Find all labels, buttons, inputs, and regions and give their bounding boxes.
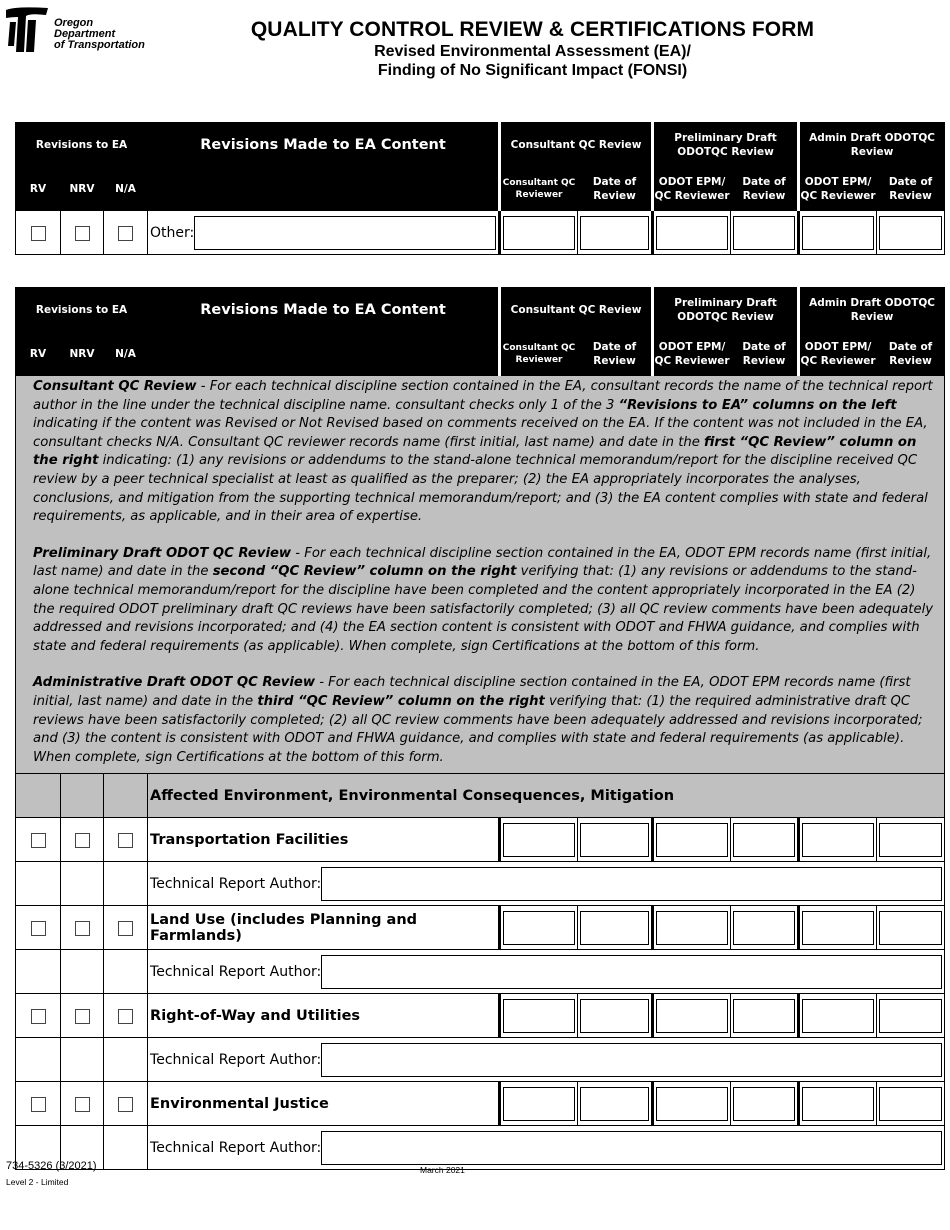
admin-date-input[interactable]: [879, 999, 942, 1033]
preliminary-reviewer-input[interactable]: [656, 216, 728, 250]
rv-header: RV: [16, 333, 61, 376]
admin-reviewer-input[interactable]: [802, 999, 874, 1033]
na-checkbox[interactable]: [118, 226, 133, 241]
author-row: [16, 1038, 945, 1082]
na-checkbox[interactable]: [118, 1097, 133, 1112]
preliminary-date-input[interactable]: [733, 911, 795, 945]
date-of-review-header: Date of Review: [578, 168, 653, 211]
nrv-header: NRV: [61, 168, 104, 211]
org-line-2: Department: [54, 28, 116, 40]
odot-logo-icon: [4, 6, 50, 54]
form-number: 734-5326 (3/2021): [6, 1160, 97, 1172]
date-of-review-header: Date of Review: [731, 168, 799, 211]
rv-cell: [16, 211, 61, 255]
form-subtitle-2: Finding of No Significant Impact (FONSI): [377, 62, 688, 79]
author-label: Technical Report Author:: [150, 1051, 322, 1068]
author-input[interactable]: [321, 955, 942, 989]
nrv-checkbox[interactable]: [75, 833, 90, 848]
odot-epm-reviewer-header: ODOT EPM/ QC Reviewer: [799, 168, 877, 211]
odot-epm-reviewer-header: ODOT EPM/ QC Reviewer: [653, 168, 731, 211]
instructions-preliminary: Preliminary Draft ODOT QC Review - For each technical discipline section contained in the EA, ODOT EPM records name (first initial, last name) and date in the second “QC Review” column on the right verifying that: (1) any revisions or addendums to the stand-alone technical memorandum/report for the discipline have been completed and the content appropriately incorporated in the EA (2) the required ODOT preliminary draft QC reviews have been satisfactorily completed; (3) all QC review comments have been adequately addressed and revisions incorporated; and (4) the EA section content is consistent with ODOT and FHWA guidance, and complies with state and federal requirements (as applicable). When complete, sign Certifications at the bottom of this form.: [33, 545, 934, 654]
org-line-3: of Transportation: [54, 39, 145, 51]
discipline-label: Right-of-Way and Utilities: [148, 994, 500, 1038]
consultant-qc-review-header: Consultant QC Review: [500, 288, 653, 333]
consultant-reviewer-input[interactable]: [503, 1087, 575, 1121]
na-checkbox[interactable]: [118, 921, 133, 936]
discipline-row: [16, 906, 945, 950]
preliminary-reviewer-input[interactable]: [656, 911, 728, 945]
other-cell: [148, 211, 500, 255]
na-checkbox[interactable]: [118, 1009, 133, 1024]
preliminary-reviewer-input[interactable]: [656, 823, 728, 857]
revisions-made-header: Revisions Made to EA Content: [148, 123, 500, 168]
odot-epm-reviewer-header: ODOT EPM/ QC Reviewer: [653, 333, 731, 376]
nrv-header: NRV: [61, 333, 104, 376]
access-level: Level 2 - Limited: [6, 1177, 69, 1187]
author-label: Technical Report Author:: [150, 875, 322, 892]
rv-checkbox[interactable]: [31, 833, 46, 848]
consultant-qc-review-header: Consultant QC Review: [500, 123, 653, 168]
instructions-consultant-lead: Consultant QC Review: [33, 379, 197, 394]
admin-reviewer-input[interactable]: [802, 823, 874, 857]
form-title: QUALITY CONTROL REVIEW & CERTIFICATIONS FORM: [250, 18, 815, 41]
revisions-table-2: [15, 287, 945, 1170]
consultant-reviewer-input[interactable]: [503, 999, 575, 1033]
other-input[interactable]: [194, 216, 496, 250]
consultant-reviewer-input[interactable]: [503, 216, 575, 250]
preliminary-draft-header: Preliminary Draft ODOTQC Review: [653, 288, 799, 333]
preliminary-reviewer-input[interactable]: [656, 1087, 728, 1121]
instructions-consultant: Consultant QC Review - For each technical discipline section contained in the EA, consultant records the name of the technical report author in the line under the technical discipline name. consultant checks only 1 of the 3 “Revisions to EA” columns on the left indicating if the content was Revised or Not Revised based on comments received on the EA. If the content was not included in the EA, consultant checks N/A. Consultant QC reviewer records name (first initial, last name) and date in the first “QC Review” column on the right indicating: (1) any revisions or addendums to the stand-alone technical memorandum/report for the discipline received QC review by a peer technical specialist at least as qualified as the preparer; (2) the EA appropriately incorporates the analyses, conclusions, and mitigation from the supporting technical memorandum/report; and (3) the EA content complies with state and federal requirements, as applicable, and in their area of expertise.: [33, 379, 933, 525]
consultant-date-input[interactable]: [580, 999, 649, 1033]
discipline-row: [16, 994, 945, 1038]
consultant-date-input[interactable]: [580, 823, 649, 857]
preliminary-date-input[interactable]: [733, 999, 795, 1033]
admin-draft-header: Admin Draft ODOTQC Review: [799, 288, 945, 333]
consultant-reviewer-input[interactable]: [503, 911, 575, 945]
discipline-label: Transportation Facilities: [148, 818, 500, 862]
revisions-table-1: [15, 122, 945, 255]
date-of-review-header: Date of Review: [731, 333, 799, 376]
consultant-date-input[interactable]: [580, 216, 649, 250]
nrv-checkbox[interactable]: [75, 1097, 90, 1112]
na-checkbox[interactable]: [118, 833, 133, 848]
consultant-reviewer-input[interactable]: [503, 823, 575, 857]
na-header: N/A: [104, 333, 148, 376]
discipline-row: [16, 1082, 945, 1126]
consultant-qc-reviewer-header: Consultant QC Reviewer: [500, 168, 578, 211]
date-of-review-header: Date of Review: [578, 333, 653, 376]
date-of-review-header: Date of Review: [877, 333, 945, 376]
preliminary-date-input[interactable]: [733, 1087, 795, 1121]
form-subtitle-1: Revised Environmental Assessment (EA)/: [374, 43, 691, 60]
nrv-checkbox[interactable]: [75, 921, 90, 936]
rv-checkbox[interactable]: [31, 921, 46, 936]
revisions-made-header: Revisions Made to EA Content: [148, 288, 500, 333]
instructions-preliminary-lead: Preliminary Draft ODOT QC Review: [33, 545, 292, 561]
nrv-cell: [61, 211, 104, 255]
instructions-admin: Administrative Draft ODOT QC Review - For each technical discipline section contained in the EA, ODOT EPM records name (first initial, last name) and date in the third “QC Review” column on the right verifying that: (1) the required administrative draft QC reviews have been satisfactorily completed; (2) all QC review comments have been adequately addressed and revisions incorporated; and (3) the content is consistent with ODOT and FHWA guidance, and complies with state and federal requirements (as applicable). When complete, sign Certifications at the bottom of this form.: [33, 675, 923, 765]
section-title: Affected Environment, Environmental Consequences, Mitigation: [148, 774, 945, 818]
consultant-date-input[interactable]: [580, 1087, 649, 1121]
admin-reviewer-input[interactable]: [802, 216, 874, 250]
revisions-to-ea-header: Revisions to EA: [16, 123, 148, 168]
org-line-1: Oregon: [54, 17, 94, 29]
odot-logo: [4, 6, 174, 56]
blank-header: [148, 333, 500, 376]
other-label: Other:: [150, 224, 195, 241]
admin-date-input[interactable]: [879, 911, 942, 945]
na-header: N/A: [104, 168, 148, 211]
rv-checkbox[interactable]: [31, 1097, 46, 1112]
preliminary-date-input[interactable]: [733, 216, 795, 250]
nrv-checkbox[interactable]: [75, 1009, 90, 1024]
admin-reviewer-input[interactable]: [802, 1087, 874, 1121]
rv-checkbox[interactable]: [31, 226, 46, 241]
title-block: [200, 18, 865, 80]
author-row: [16, 950, 945, 994]
discipline-label: Environmental Justice: [148, 1082, 500, 1126]
admin-date-input[interactable]: [879, 216, 942, 250]
preliminary-draft-header: Preliminary Draft ODOTQC Review: [653, 123, 799, 168]
admin-draft-header: Admin Draft ODOTQC Review: [799, 123, 945, 168]
na-cell: [104, 211, 148, 255]
author-label: Technical Report Author:: [150, 963, 322, 980]
author-label: Technical Report Author:: [150, 1139, 322, 1156]
instructions-admin-lead: Administrative Draft ODOT QC Review: [33, 675, 316, 691]
revisions-to-ea-header: Revisions to EA: [16, 288, 148, 333]
instructions-block: [16, 376, 945, 774]
admin-date-input[interactable]: [879, 823, 942, 857]
blank-header: [148, 168, 500, 211]
preliminary-date-input[interactable]: [733, 823, 795, 857]
date-of-review-header: Date of Review: [877, 168, 945, 211]
rv-header: RV: [16, 168, 61, 211]
rv-checkbox[interactable]: [31, 1009, 46, 1024]
discipline-row: [16, 818, 945, 862]
author-input[interactable]: [321, 1043, 942, 1077]
admin-date-input[interactable]: [879, 1087, 942, 1121]
odot-epm-reviewer-header: ODOT EPM/ QC Reviewer: [799, 333, 877, 376]
logo-text: [54, 18, 145, 51]
author-row: [16, 1126, 945, 1170]
nrv-checkbox[interactable]: [75, 226, 90, 241]
discipline-label: Land Use (includes Planning and Farmlands): [148, 906, 500, 950]
preliminary-reviewer-input[interactable]: [656, 999, 728, 1033]
admin-reviewer-input[interactable]: [802, 911, 874, 945]
author-input[interactable]: [321, 867, 942, 901]
author-row: [16, 862, 945, 906]
form-date: March 2021: [420, 1165, 465, 1175]
author-input[interactable]: [321, 1131, 942, 1165]
consultant-date-input[interactable]: [580, 911, 649, 945]
consultant-qc-reviewer-header: Consultant QC Reviewer: [500, 333, 578, 376]
